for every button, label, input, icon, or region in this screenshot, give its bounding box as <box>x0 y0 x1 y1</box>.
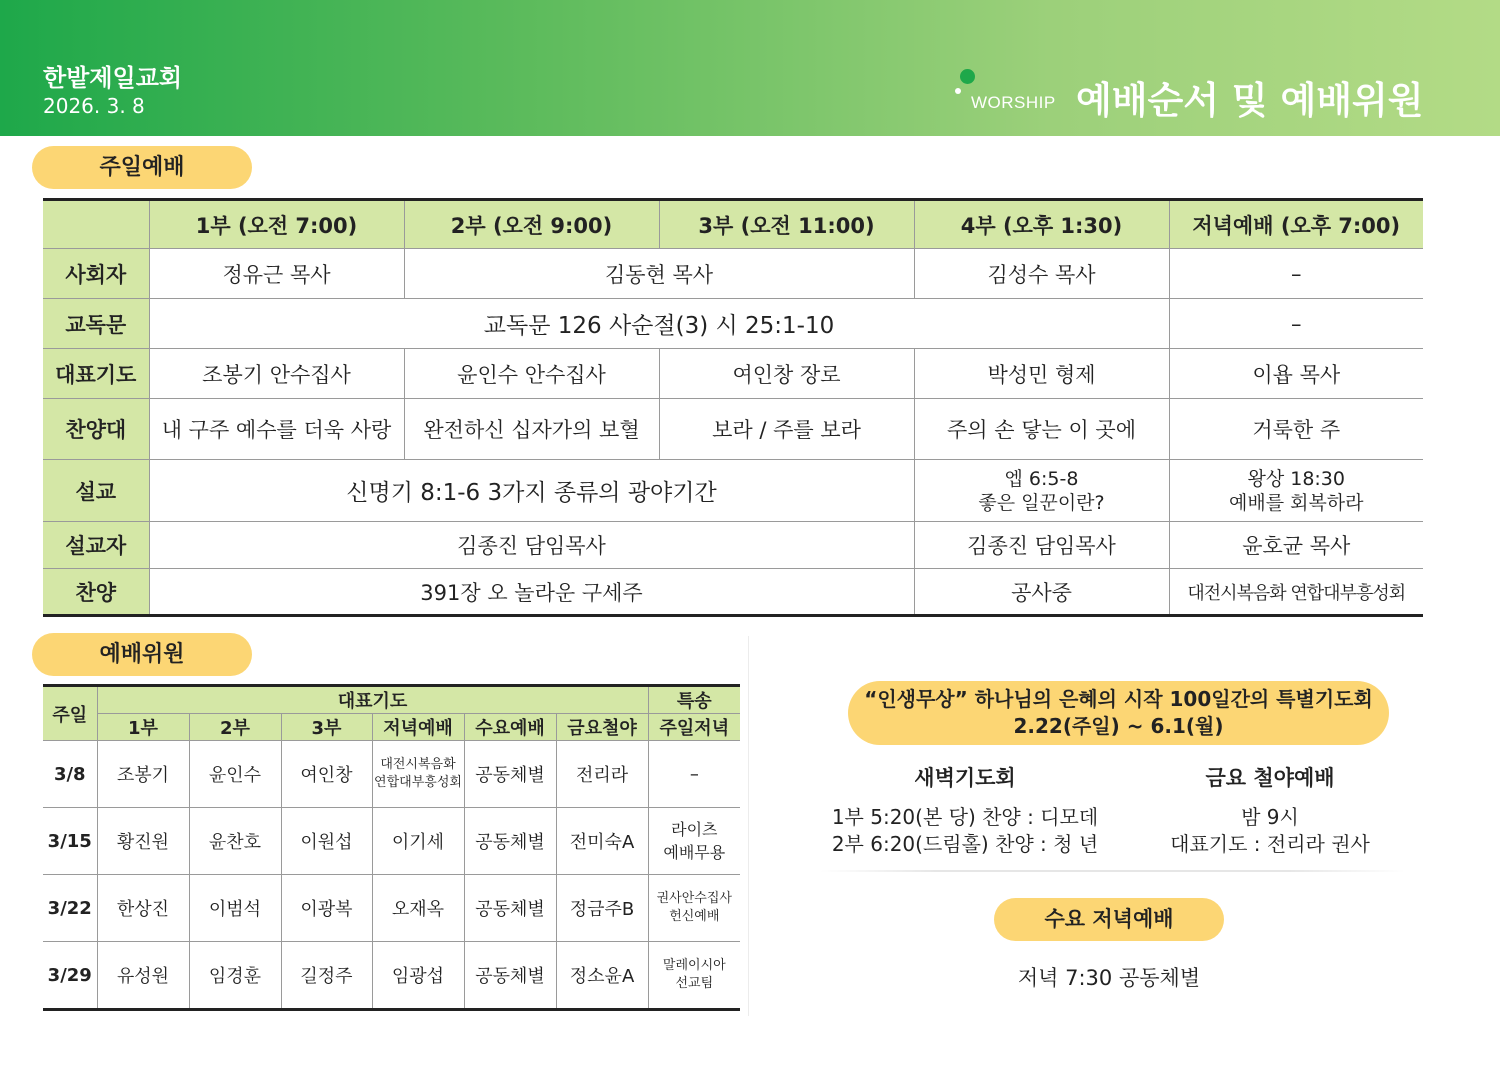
table-row <box>43 299 1423 349</box>
table-cell: 전미숙A <box>556 808 648 875</box>
table-row <box>43 249 1423 299</box>
table-row <box>43 875 740 942</box>
table-cell: – <box>1169 299 1423 349</box>
table-cell: 김성수 목사 <box>914 249 1169 299</box>
bulletin-date: 2026. 3. 8 <box>43 94 145 118</box>
wednesday-service-info: 저녁 7:30 공동체별 <box>1017 966 1201 990</box>
table-cell <box>648 808 740 875</box>
table-subheader-row <box>43 714 740 741</box>
table-cell: 임광섭 <box>372 942 464 1010</box>
column-header: 주일 <box>43 686 97 741</box>
table-cell: 조봉기 <box>97 741 189 808</box>
cell-line: 연합대부흥성회 <box>374 775 462 790</box>
table-cell: 대전시복음화 연합대부흥성회 <box>1169 569 1423 616</box>
sunday-section-label: 주일예배 <box>32 146 252 189</box>
table-cell: 내 구주 예수를 더욱 사랑 <box>149 399 404 460</box>
staff-section-label: 예배위원 <box>32 633 252 676</box>
page-title: 예배순서 및 예배위원 <box>1076 79 1424 122</box>
special-prayer-dates: 2.22(주일) ~ 6.1(월) <box>1013 714 1224 738</box>
table-cell: – <box>648 741 740 808</box>
corner-cell <box>43 200 149 249</box>
column-header: 2부 <box>189 714 281 741</box>
column-header: 1부 (오전 7:00) <box>149 200 404 249</box>
column-header: 2부 (오전 9:00) <box>404 200 659 249</box>
table-cell: 정금주B <box>556 875 648 942</box>
church-name: 한밭제일교회 <box>43 64 183 92</box>
header-banner <box>0 0 1500 136</box>
column-header: 수요예배 <box>464 714 556 741</box>
row-label: 찬양대 <box>43 399 149 460</box>
table-cell: 주의 손 닿는 이 곳에 <box>914 399 1169 460</box>
row-label: 설교자 <box>43 522 149 569</box>
staff-table <box>43 684 740 1011</box>
table-cell: 임경훈 <box>189 942 281 1010</box>
table-cell: 공동체별 <box>464 875 556 942</box>
column-header: 4부 (오후 1:30) <box>914 200 1169 249</box>
table-cell: 이원섭 <box>281 808 372 875</box>
table-cell: 정소윤A <box>556 942 648 1010</box>
table-cell: 김종진 담임목사 <box>149 522 914 569</box>
row-label: 설교 <box>43 460 149 522</box>
cell-line: 라이츠 <box>671 820 718 839</box>
table-cell: 거룩한 주 <box>1169 399 1423 460</box>
table-cell: 정유근 목사 <box>149 249 404 299</box>
sermon-title: 좋은 일꾼이란? <box>978 491 1105 514</box>
table-cell: 이기세 <box>372 808 464 875</box>
table-cell: 윤인수 안수집사 <box>404 349 659 399</box>
table-cell: 김종진 담임목사 <box>914 522 1169 569</box>
sermon-verse: 엡 6:5-8 <box>1004 467 1079 490</box>
sermon-verse: 왕상 18:30 <box>1247 467 1345 490</box>
cell-line: 선교팀 <box>675 976 714 991</box>
table-cell: 완전하신 십자가의 보혈 <box>404 399 659 460</box>
table-cell: 이범석 <box>189 875 281 942</box>
special-prayer-title: “인생무상” 하나님의 은혜의 시작 100일간의 특별기도회 <box>864 687 1373 711</box>
dawn-prayer-block <box>810 762 1120 858</box>
cell-line: 대전시복음화 <box>380 757 456 772</box>
column-header: 주일저녁 <box>648 714 740 741</box>
column-header: 3부 (오전 11:00) <box>659 200 914 249</box>
table-cell: 공동체별 <box>464 942 556 1010</box>
table-row <box>43 942 740 1010</box>
column-header: 3부 <box>281 714 372 741</box>
table-cell: 391장 오 놀라운 구세주 <box>149 569 914 616</box>
table-cell: 윤찬호 <box>189 808 281 875</box>
table-cell <box>1169 460 1423 522</box>
row-date: 3/22 <box>43 875 97 942</box>
table-cell: 이광복 <box>281 875 372 942</box>
row-label: 사회자 <box>43 249 149 299</box>
table-cell: 공동체별 <box>464 741 556 808</box>
row-date: 3/15 <box>43 808 97 875</box>
cell-line: 말레이시아 <box>662 958 726 973</box>
table-cell: 윤호균 목사 <box>1169 522 1423 569</box>
table-cell <box>914 460 1169 522</box>
table-cell: 조봉기 안수집사 <box>149 349 404 399</box>
cell-line: 헌신예배 <box>669 909 720 924</box>
cell-line: 권사안수집사 <box>656 891 732 906</box>
table-cell: 여인창 장로 <box>659 349 914 399</box>
table-cell: 윤인수 <box>189 741 281 808</box>
row-label: 찬양 <box>43 569 149 616</box>
table-row <box>43 399 1423 460</box>
friday-vigil-line: 밤 9시 <box>1241 805 1299 829</box>
sunday-schedule-table <box>43 198 1423 617</box>
row-date: 3/8 <box>43 741 97 808</box>
column-header: 저녁예배 (오후 7:00) <box>1169 200 1423 249</box>
worship-label: WORSHIP <box>971 93 1056 112</box>
table-cell: 보라 / 주를 보라 <box>659 399 914 460</box>
table-cell: 이욥 목사 <box>1169 349 1423 399</box>
table-cell: 한상진 <box>97 875 189 942</box>
table-row <box>43 808 740 875</box>
table-cell: 유성원 <box>97 942 189 1010</box>
table-row <box>43 569 1423 616</box>
column-header: 1부 <box>97 714 189 741</box>
table-cell: 공동체별 <box>464 808 556 875</box>
dawn-prayer-line: 2부 6:20(드림홀) 찬양 : 청 년 <box>831 832 1099 856</box>
column-header: 대표기도 <box>97 686 648 714</box>
row-label: 대표기도 <box>43 349 149 399</box>
table-row <box>43 741 740 808</box>
table-cell <box>648 942 740 1010</box>
column-header: 저녁예배 <box>372 714 464 741</box>
table-row <box>43 460 1423 522</box>
row-label: 교독문 <box>43 299 149 349</box>
row-date: 3/29 <box>43 942 97 1010</box>
table-cell: 김동현 목사 <box>404 249 914 299</box>
table-cell: 오재옥 <box>372 875 464 942</box>
dawn-prayer-heading: 새벽기도회 <box>914 766 1016 790</box>
column-header: 금요철야 <box>556 714 648 741</box>
table-cell: 황진원 <box>97 808 189 875</box>
table-cell <box>648 875 740 942</box>
special-prayer-banner <box>848 681 1389 745</box>
table-cell: 박성민 형제 <box>914 349 1169 399</box>
table-row <box>43 522 1423 569</box>
section-separator <box>820 870 1405 872</box>
sermon-title: 예배를 회복하라 <box>1228 491 1364 514</box>
column-header: 특송 <box>648 686 740 714</box>
table-row <box>43 349 1423 399</box>
table-cell: 길정주 <box>281 942 372 1010</box>
worship-dot-icon <box>960 69 975 84</box>
column-divider <box>748 636 749 1016</box>
table-header-row <box>43 686 740 714</box>
table-cell: 공사중 <box>914 569 1169 616</box>
table-cell: 교독문 126 사순절(3) 시 25:1-10 <box>149 299 1169 349</box>
table-cell: 여인창 <box>281 741 372 808</box>
wednesday-section-label: 수요 저녁예배 <box>994 898 1224 941</box>
table-cell: 전리라 <box>556 741 648 808</box>
table-cell <box>372 741 464 808</box>
table-cell: – <box>1169 249 1423 299</box>
table-cell: 신명기 8:1-6 3가지 종류의 광야기간 <box>149 460 914 522</box>
cell-line: 예배무용 <box>663 843 726 862</box>
friday-vigil-line: 대표기도 : 전리라 권사 <box>1170 832 1370 856</box>
friday-vigil-heading: 금요 철야예배 <box>1205 766 1335 790</box>
table-header-row <box>43 200 1423 249</box>
worship-small-dot-icon <box>955 88 961 94</box>
friday-vigil-block <box>1130 762 1410 858</box>
dawn-prayer-line: 1부 5:20(본 당) 찬양 : 디모데 <box>831 805 1099 829</box>
